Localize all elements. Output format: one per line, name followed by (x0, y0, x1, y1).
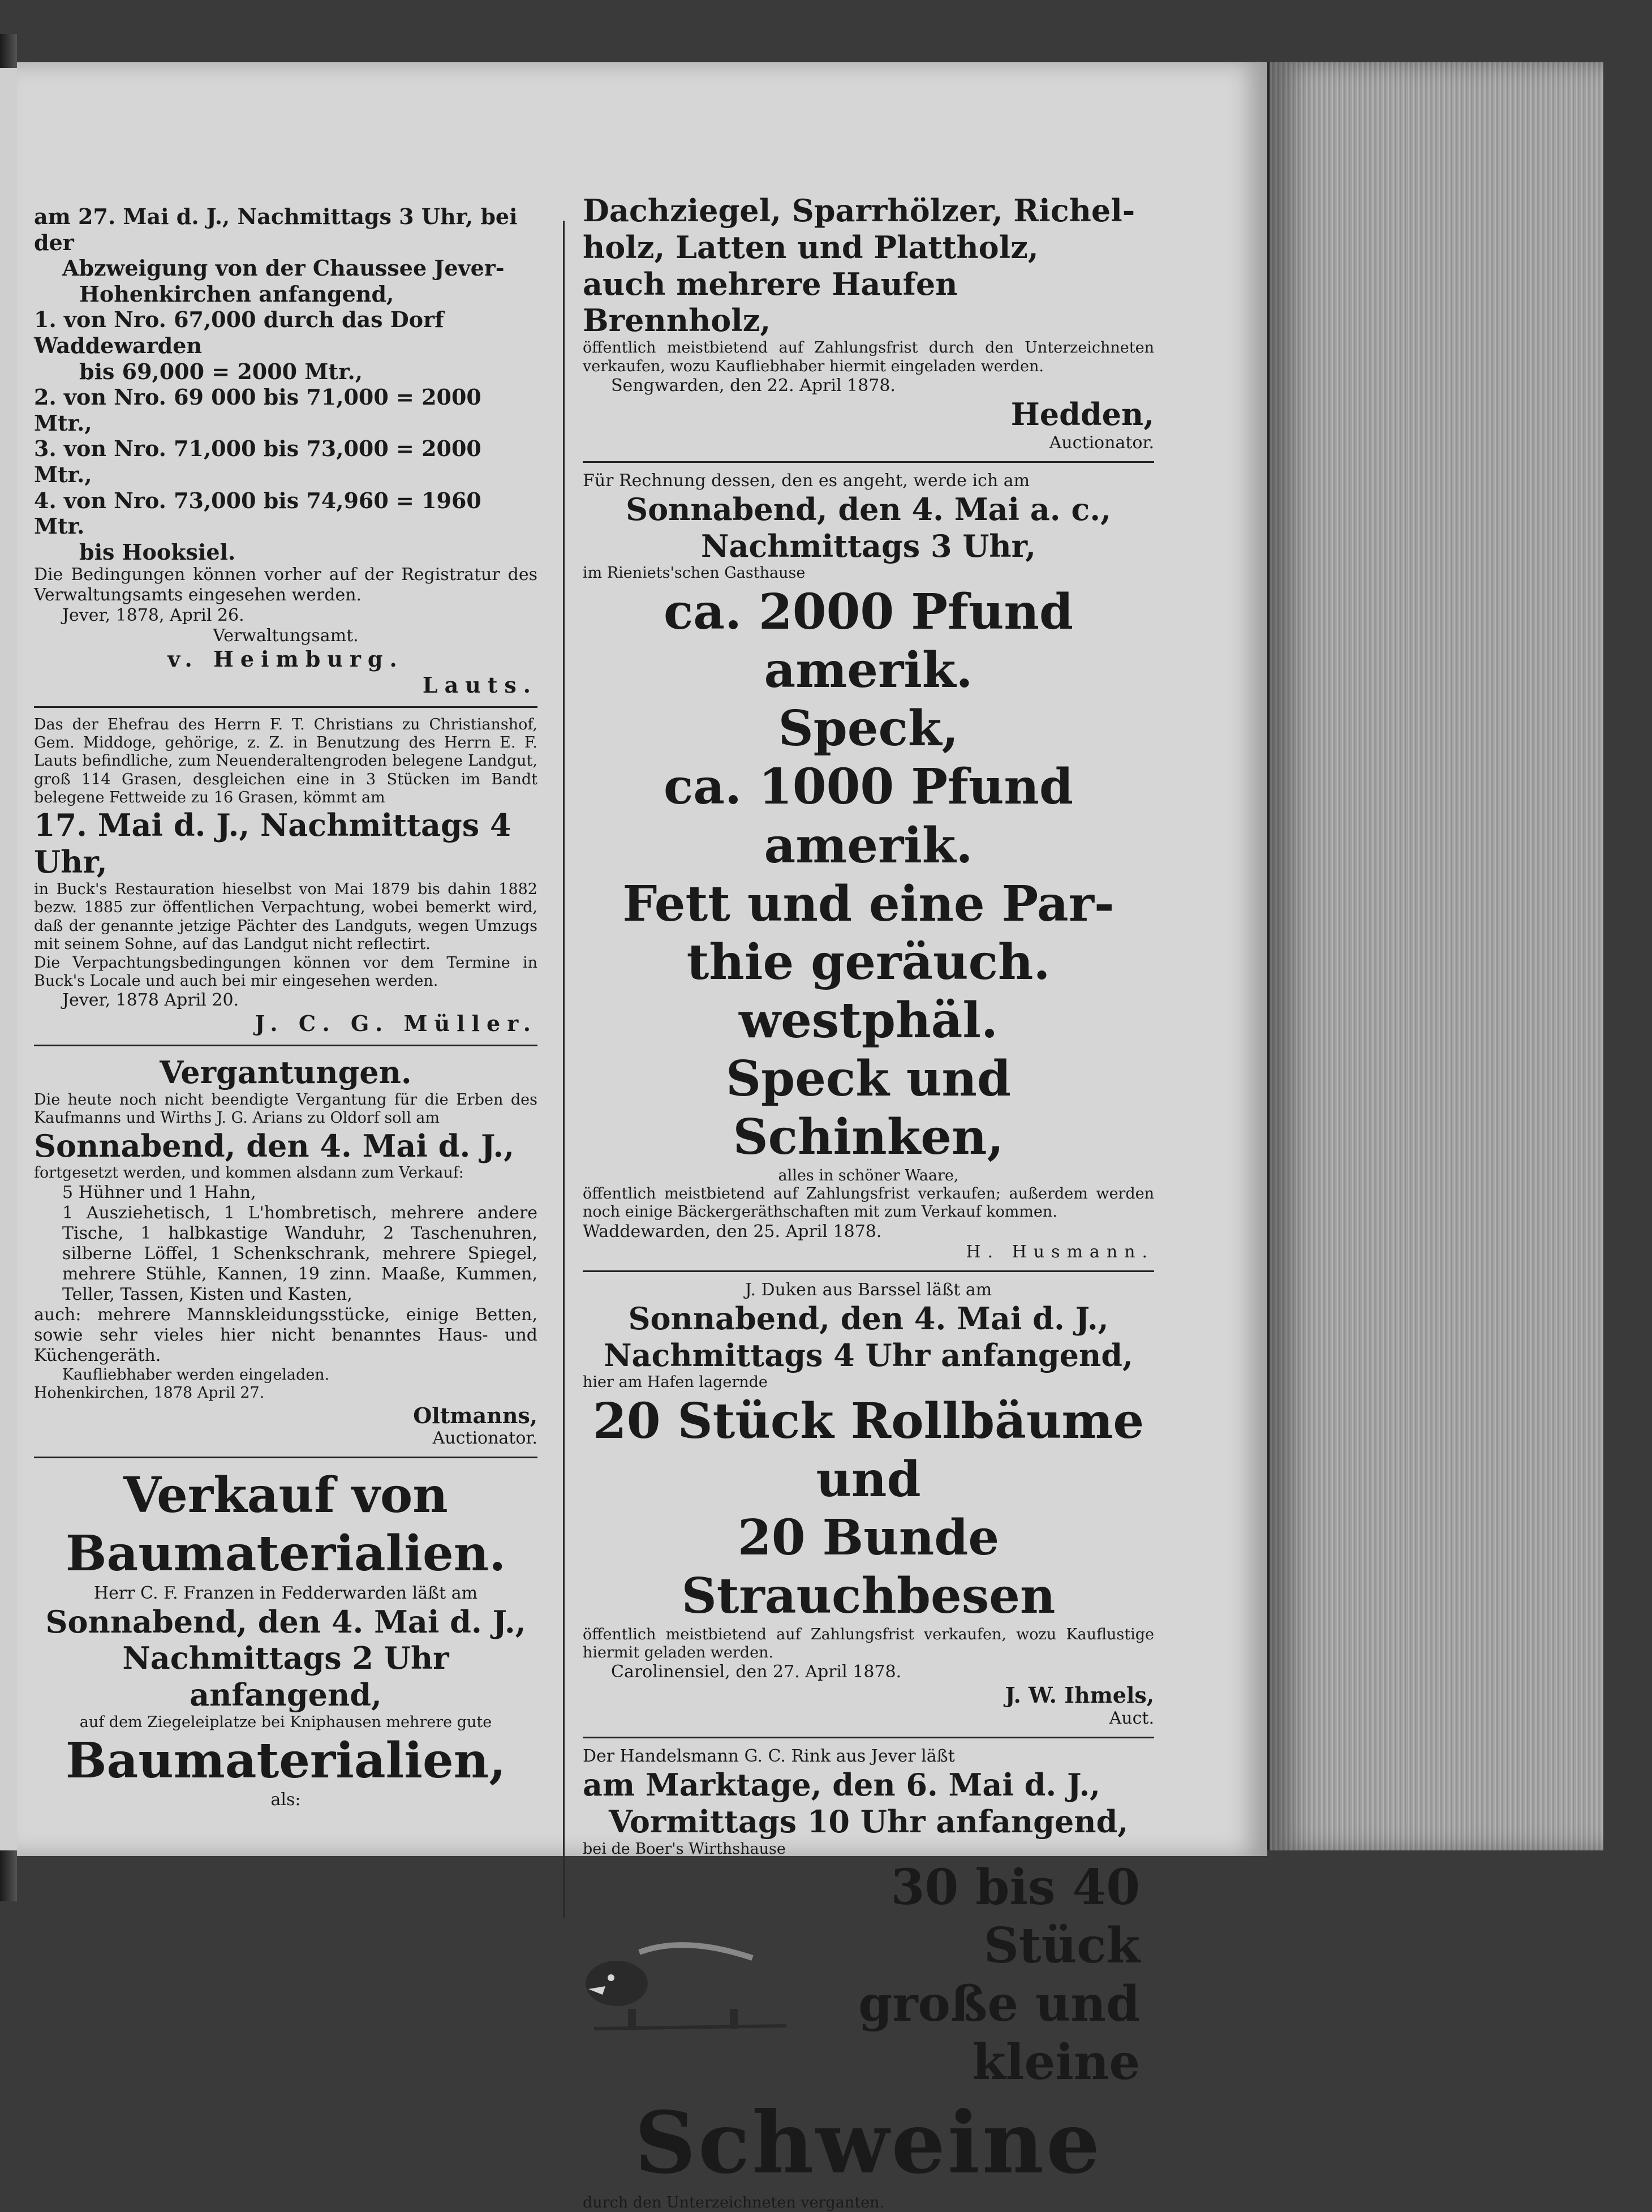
notice-date: Jever, 1878, April 26. (62, 605, 244, 626)
notice-date: Jever, 1878 April 20. (62, 990, 239, 1011)
notice-building-materials (34, 1466, 537, 1810)
notice-title: Verkauf von (123, 1467, 448, 1524)
notice-body: Für Rechnung dessen, den es angeht, werde ich am (583, 470, 1030, 491)
right-column (583, 192, 1154, 2212)
notice-bacon (583, 471, 1154, 1262)
left-column (34, 204, 537, 1810)
notice-signer-secondary: Lauts. (422, 672, 537, 698)
notice-body: Herr C. F. Franzen in Fedderwarden läßt am (93, 1583, 478, 1603)
notice-body: in Buck's Restauration hieselbst von Mai 1879 bis dahin 1882 bezw. 1885 zur öffentlichen Verpachtung, wobei bemerkt wird, daß der genannte jetzige Pächter des Landguts, wegen Umzugs mit seinem Sohne, auf das Landgut nicht reflectirt. (34, 880, 537, 953)
notice-line: Hohenkirchen anfangend, (79, 281, 394, 307)
list-item: 3. von Nro. 71,000 bis 73,000 = 2000 Mtr., (34, 436, 481, 487)
notice-signer: J. W. Ihmels, (1005, 1682, 1154, 1708)
notice-body: Die Verpachtungsbedingungen können vor dem Termine in Buck's Locale und auch bei mir eingesehen werden. (34, 953, 537, 990)
ad-separator (583, 1737, 1154, 1738)
notice-signer: v. Heimburg. (167, 646, 404, 672)
notice-headline: Dachziegel, Sparrhölzer, Richel- (583, 192, 1135, 229)
notice-pigs (583, 1746, 1154, 2212)
notice-body: öffentlich meistbietend auf Zahlungsfrist verkaufen, wozu Kauflustige hiermit geladen werden. (583, 1625, 1154, 1661)
notice-body: öffentlich meistbietend auf Zahlungsfrist durch den Unterzeichneten verkaufen, wozu Kaufliebhaber hiermit eingeladen werden. (583, 339, 1154, 375)
notice-big-line: 20 Stück Rollbäume und (592, 1392, 1145, 1508)
page-block-edge (1267, 62, 1603, 1850)
notice-headline: holz, Latten und Plattholz, (583, 229, 1039, 265)
notice-big-line: ca. 2000 Pfund amerik. (663, 583, 1074, 699)
notice-big-line: thie geräuch. westphäl. (686, 933, 1051, 1050)
notice-date: Sengwarden, den 22. April 1878. (611, 375, 896, 396)
notice-headline: Baumaterialien, (65, 1732, 506, 1790)
notice-body: Das der Ehefrau des Herrn F. T. Christians zu Christianshof, Gem. Middoge, gehörige, z. Z. in Benutzung des Herrn E. F. Lauts befindliche, zum Neuenderaltengroden belegene Landgut, groß 114 Grasen, desgleichen eine in 3 Stücken im Bandt belegene Fettweide zu 16 Grasen, kömmt am (34, 715, 537, 807)
notice-body: Kaufliebhaber werden eingeladen. (62, 1365, 330, 1384)
notice-big-line: Speck, (778, 700, 959, 758)
notice-body: hier am Hafen lagernde (583, 1373, 768, 1391)
list-item: 4. von Nro. 73,000 bis 74,960 = 1960 Mtr. (34, 487, 481, 539)
notice-headline: Nachmittags 2 Uhr anfangend, (122, 1640, 449, 1713)
notice-role: Auctionator. (432, 1428, 537, 1449)
notice-title: Vergantungen. (160, 1054, 412, 1090)
notice-big-line: Fett und eine Par- (622, 875, 1115, 933)
notice-body: auch: mehrere Mannskleidungsstücke, einige Betten, sowie sehr vieles hier nicht benanntes Haus- und Küchengeräth. (34, 1304, 537, 1365)
notice-signer: J. C. G. Müller. (255, 1011, 537, 1037)
column-divider (563, 221, 565, 1918)
list-item: bis Hooksiel. (79, 539, 236, 565)
pig-illustration-block (583, 1858, 1154, 2092)
notice-road-works (34, 204, 537, 698)
ad-separator (34, 706, 537, 708)
notice-signer: Oltmanns, (413, 1402, 537, 1428)
notice-body: bei de Boer's Wirthshause (583, 1840, 786, 1858)
notice-date: Hohenkirchen, 1878 April 27. (34, 1384, 265, 1402)
ad-separator (583, 461, 1154, 463)
notice-big-line: große und kleine (858, 1975, 1141, 2091)
notice-date: Waddewarden, den 25. April 1878. (583, 1221, 882, 1242)
notice-body: 5 Hühner und 1 Hahn, (62, 1182, 256, 1202)
notice-headline: am Marktage, den 6. Mai d. J., (583, 1766, 1100, 1803)
notice-body: Der Handelsmann G. C. Rink aus Jever läßt (583, 1746, 955, 1766)
notice-signer: H. Husmann. (966, 1242, 1154, 1262)
notice-big-line: Speck und Schinken, (725, 1050, 1012, 1166)
notice-headline: Sonnabend, den 4. Mai d. J., (45, 1603, 526, 1640)
list-item: bis 69,000 = 2000 Mtr., (79, 358, 363, 384)
notice-body: J. Duken aus Barssel läßt am (745, 1279, 992, 1300)
notice-headline: 17. Mai d. J., Nachmittags 4 Uhr, (34, 807, 511, 880)
notice-body: im Rieniets'schen Gasthause (583, 564, 806, 582)
notice-rollers (583, 1280, 1154, 1729)
notice-line: Abzweigung von der Chaussee Jever- (62, 255, 505, 281)
notice-body: Die Bedingungen können vorher auf der Registratur des Verwaltungsamts eingesehen werden. (34, 565, 537, 605)
notice-signer: Hedden, (1010, 396, 1154, 432)
ad-separator (34, 1457, 537, 1458)
notice-date: Carolinensiel, den 27. April 1878. (611, 1662, 902, 1682)
notice-big-line: 30 bis 40 Stück (890, 1858, 1141, 1975)
notice-big-line: 20 Bunde Strauchbesen (681, 1509, 1056, 1625)
facing-page-edge (0, 68, 17, 1850)
notice-line: am 27. Mai d. J., Nachmittags 3 Uhr, bei der (34, 204, 518, 255)
notice-big-line: ca. 1000 Pfund amerik. (663, 758, 1074, 874)
notice-headline: auch mehrere Haufen Brennholz, (583, 265, 958, 339)
notice-body: Die heute noch nicht beendigte Vergantung für die Erben des Kaufmanns und Wirths J. G. Arians zu Oldorf soll am (34, 1090, 537, 1127)
notice-role: Auctionator. (1049, 432, 1154, 453)
notice-headline: Nachmittags 4 Uhr anfangend, (604, 1337, 1133, 1373)
newspaper-page (17, 62, 1267, 2211)
ad-separator (583, 1270, 1154, 1272)
notice-body: alles in schöner Waare, (778, 1166, 959, 1184)
ad-separator (34, 1045, 537, 1046)
list-item: 1. von Nro. 67,000 durch das Dorf Waddewarden (34, 307, 444, 358)
notice-body: als: (270, 1790, 301, 1810)
notice-headline: Nachmittags 3 Uhr, (700, 527, 1036, 564)
notice-body: durch den Unterzeichneten verganten. (583, 2193, 885, 2211)
notice-office: Verwaltungsamt. (213, 626, 359, 646)
notice-auction-oldorf (34, 1054, 537, 1449)
notice-body: öffentlich meistbietend auf Zahlungsfrist verkaufen; außerdem werden noch einige Bäckergeräthschaften mit zum Verkauf kommen. (583, 1185, 1154, 1221)
notice-headline: Sonnabend, den 4. Mai d. J., (628, 1300, 1109, 1337)
notice-headline: Sonnabend, den 4. Mai a. c., (626, 491, 1111, 527)
notice-big-line: Schweine (634, 2093, 1103, 2193)
notice-timber (583, 192, 1154, 453)
notice-title: Baumaterialien. (65, 1525, 506, 1583)
notice-body: fortgesetzt werden, und kommen alsdann zum Verkauf: (34, 1164, 464, 1182)
boar-illustration (583, 1918, 798, 2031)
notice-body: auf dem Ziegeleiplatze bei Kniphausen mehrere gute (79, 1713, 492, 1731)
notice-role: Auct. (1109, 1708, 1154, 1728)
notice-lease (34, 716, 537, 1037)
notice-headline: Vormittags 10 Uhr anfangend, (608, 1803, 1129, 1840)
notice-headline: Sonnabend, den 4. Mai d. J., (34, 1127, 514, 1164)
list-item: 2. von Nro. 69 000 bis 71,000 = 2000 Mtr., (34, 384, 481, 436)
notice-body: 1 Ausziehetisch, 1 L'hombretisch, mehrere andere Tische, 1 halbkastige Wanduhr, 2 Taschenuhren, silberne Löffel, 1 Schenkschrank, mehrere Spiegel, mehrere Stühle, Kannen, 19 zinn. Maaße, Kummen, Teller, Tassen, Kisten und Kasten, (62, 1202, 537, 1304)
